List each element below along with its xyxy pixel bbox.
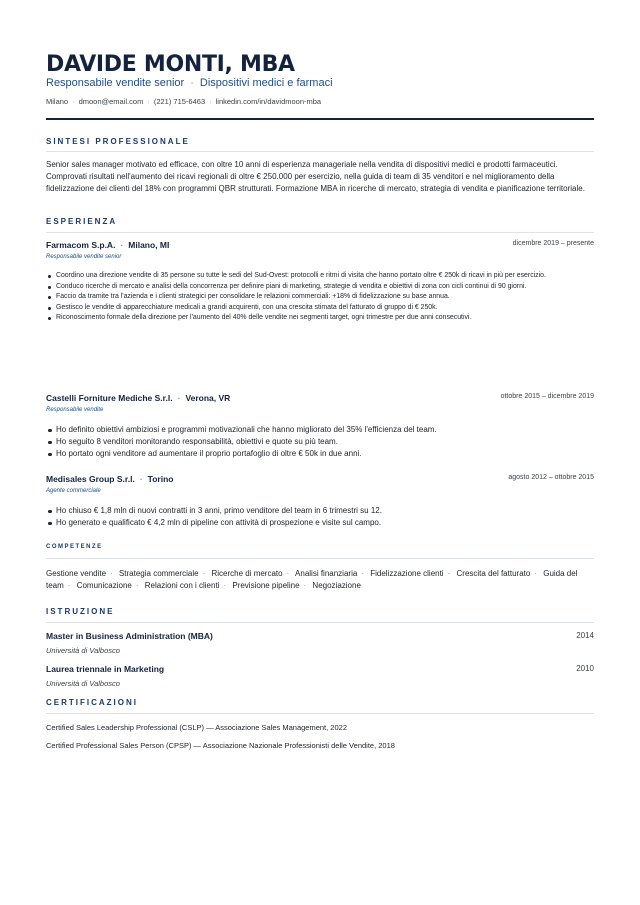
- section-divider: [46, 232, 594, 233]
- job-company: Farmacom S.p.A.: [46, 240, 116, 250]
- contact-city: Milano: [46, 97, 69, 106]
- job-dates: dicembre 2019 – presente: [512, 240, 594, 247]
- skill-item: Previsione pipeline: [232, 581, 300, 591]
- section-divider: [46, 622, 594, 623]
- education-heading: ISTRUZIONE: [46, 607, 115, 616]
- job-company: Medisales Group S.r.l.: [46, 474, 135, 484]
- job-company: Castelli Forniture Mediche S.r.l.: [46, 393, 173, 403]
- job-separator: ·: [177, 393, 181, 403]
- job-header: [46, 393, 594, 405]
- skill-separator: ·: [303, 581, 307, 591]
- education-school: Università di Valbosco: [46, 646, 120, 655]
- skill-item: Strategia commerciale: [118, 569, 199, 578]
- job-separator: ·: [139, 474, 143, 484]
- education-year: 2014: [576, 631, 594, 640]
- job-location: Milano, MI: [128, 240, 170, 250]
- subtitle-separator: ·: [190, 77, 194, 89]
- skill-item: Fidelizzazione clienti: [370, 569, 444, 578]
- skill-separator: ·: [361, 569, 364, 578]
- job-bullets: [46, 424, 594, 461]
- education-year: 2010: [576, 664, 594, 673]
- list-item: Ho generato e qualificato € 4,2 mln di pipeline con attività di prospezione e visite sul campo.: [46, 517, 594, 529]
- job-separator: ·: [120, 240, 124, 250]
- skill-item: Comunicazione: [76, 581, 132, 591]
- contact-separator: ·: [209, 97, 212, 106]
- certification-item: Certified Sales Leadership Professional (CSLP) — Associazione Sales Management, 2022: [46, 723, 347, 732]
- list-item: Ho chiuso € 1,8 mln di nuovi contratti in 3 anni, primo venditore del team in 6 trimestri su 12.: [46, 505, 594, 517]
- contact-linkedin[interactable]: linkedin.com/in/davidmoon-mba: [215, 97, 322, 106]
- certifications-heading: CERTIFICAZIONI: [46, 698, 138, 707]
- skill-separator: ·: [447, 569, 451, 578]
- resume-page: [46, 0, 594, 905]
- summary-text: Senior sales manager motivato ed efficace, con oltre 10 anni di esperienza manageriale nella vendita di dispositivi medici e prodotti farmaceutici. Comprovati risultati nell'aumento dei ricavi regionali di oltre € 250.000 per esercizio, nella guida di team di 35 venditori e nel miglioramento della fidelizzazione dei clienti del 18% con programmi QBR strutturati. Formazione MBA in ricerche di mercato, strategia di vendita e pianificazione territoriale.: [46, 160, 585, 194]
- specialty: Dispositivi medici e farmaci: [199, 77, 333, 89]
- skill-item: Guida del team: [46, 569, 578, 591]
- list-item: Faccio da tramite tra l'azienda e i clienti strategici per consolidare le relazioni commerciali: +18% di fidelizzazione su base annua.: [46, 292, 594, 303]
- list-item: Ho seguito 8 venditori monitorando responsabilità, obiettivi e quote su più team.: [46, 436, 594, 448]
- list-item: Coordino una direzione vendite di 35 persone su tutte le sedi del Sud-Ovest: protocolli e ritmi di visita che hanno portato oltre € 250k di ricavi in più per esercizio.: [46, 271, 594, 282]
- job-dates: ottobre 2015 – dicembre 2019: [500, 393, 594, 400]
- job-role: Responsabile vendite senior: [46, 254, 122, 260]
- skill-separator: ·: [135, 581, 139, 591]
- skill-item: Crescita del fatturato: [456, 569, 531, 578]
- certification-item: Certified Professional Sales Person (CPSP) — Associazione Nazionale Professionisti delle Vendite, 2018: [46, 741, 395, 750]
- job-company-line: [46, 474, 173, 484]
- skills-list: [46, 568, 594, 592]
- contact-phone: (221) 715-6463: [153, 97, 206, 106]
- section-divider: [46, 151, 594, 152]
- education-school: Università di Valbosco: [46, 679, 120, 688]
- candidate-name: DAVIDE MONTI, MBA: [46, 52, 295, 77]
- job-company-line: [46, 240, 169, 250]
- contact-separator: ·: [72, 97, 75, 106]
- job-company-line: [46, 393, 230, 403]
- job-bullets: [46, 271, 594, 324]
- job-role: Responsabile vendite: [46, 407, 104, 413]
- job-header: [46, 474, 594, 486]
- job-bullets: [46, 505, 594, 529]
- education-degree: Master in Business Administration (MBA): [46, 631, 213, 641]
- skill-separator: ·: [67, 581, 71, 591]
- section-divider: [46, 558, 594, 559]
- summary-heading: SINTESI PROFESSIONALE: [46, 137, 190, 146]
- skill-item: Analisi finanziaria: [295, 569, 358, 578]
- skill-separator: ·: [286, 569, 290, 578]
- job-title: Responsabile vendite senior: [46, 77, 185, 89]
- education-degree: Laurea triennale in Marketing: [46, 664, 165, 674]
- header-divider: [46, 118, 594, 120]
- skill-separator: ·: [202, 569, 206, 578]
- list-item: Ho definito obiettivi ambiziosi e programmi motivazionali che hanno migliorato del 35% l'efficienza del team.: [46, 424, 594, 436]
- skill-separator: ·: [110, 569, 113, 578]
- skill-item: Relazioni con i clienti: [144, 581, 220, 591]
- skill-separator: ·: [223, 581, 227, 591]
- contact-separator: ·: [147, 97, 150, 106]
- skill-item: Ricerche di mercato: [211, 569, 283, 578]
- job-location: Verona, VR: [185, 393, 231, 403]
- job-header: [46, 240, 594, 252]
- skill-separator: ·: [534, 569, 537, 578]
- contact-email[interactable]: dmoon@email.com: [78, 97, 144, 106]
- section-divider: [46, 713, 594, 714]
- contact-line: [46, 97, 321, 106]
- list-item: Gestisco le vendite di apparecchiature medicali a grandi acquirenti, con una crescita stimata del fatturato di gruppo di € 250k.: [46, 303, 594, 314]
- experience-heading: ESPERIENZA: [46, 217, 118, 226]
- job-location: Torino: [147, 474, 174, 484]
- job-dates: agosto 2012 – ottobre 2015: [508, 474, 594, 481]
- list-item: Ho portato ogni venditore ad aumentare il proprio portafoglio di oltre € 50k in due anni.: [46, 448, 594, 460]
- skill-item: Negoziazione: [312, 581, 361, 591]
- list-item: Conduco ricerche di mercato e analisi della concorrenza per definire piani di marketing, strategie di vendita e obiettivi di zona con cicli continui di 90 giorni.: [46, 282, 594, 293]
- list-item: Riconoscimento formale della direzione per l'aumento del 40% delle vendite nei segmenti target, ogni trimestre per due anni consecutivi.: [46, 313, 594, 324]
- skills-heading: COMPETENZE: [46, 544, 103, 550]
- job-role: Agente commerciale: [46, 488, 101, 494]
- candidate-subtitle: [46, 77, 333, 89]
- skill-item: Gestione vendite: [46, 569, 107, 578]
